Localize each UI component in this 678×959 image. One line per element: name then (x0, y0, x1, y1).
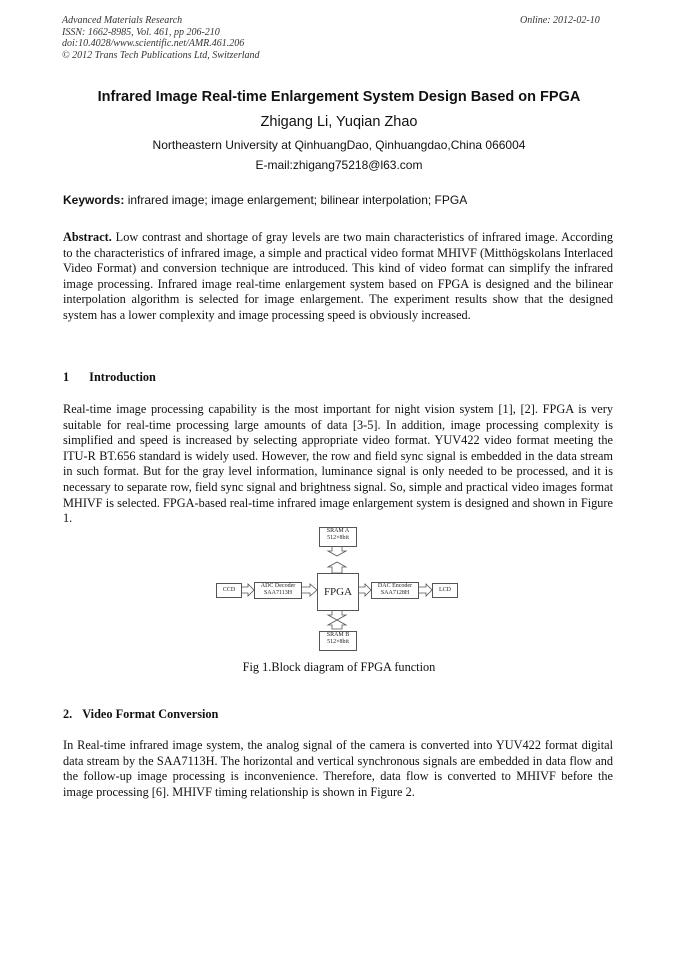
dac-label: DAC Encoder (377, 583, 413, 589)
paper-affiliation: Northeastern University at QinhuangDao, Qinhuangdao,China 066004 (152, 138, 526, 152)
section2-heading (63, 707, 218, 722)
keywords-label: Keywords: (63, 193, 125, 207)
dac-encoder-block (371, 582, 419, 599)
section2-text: In Real-time infrared image system, the analog signal of the camera is converted into YUV422 format digital data stream by the SAA7113H. The horizontal and vertical synchronous signals are embedded in data flow and the follow-up image processing is inconvenience. Therefore, data flow is converted to MHIVF before the image processing [6]. MHIVF timing relationship is shown in Figure 2. (63, 738, 613, 799)
sram-a-size: 512×8bit (327, 535, 349, 541)
journal-name: Advanced Materials Research (62, 15, 183, 26)
copyright-line: © 2012 Trans Tech Publications Ltd, Switzerland (62, 49, 260, 61)
abstract-text: Low contrast and shortage of gray levels are two main characteristics of infrared image. According to the characteristics of infrared image, a simple and practical video format MHIVF (Mitthögskolans Interlaced Video Format) and conversion technique are introduced. This kind of video format can simplify the infrared image processing. Infrared image real-time enlargement system based on FPGA is designed and the bilinear interpolation algorithm is selected for image enlargement. The experiment results show that the designed system has a lower complexity and image processing speed is obviously increased. (63, 230, 613, 322)
doi-line: doi:10.4028/www.scientific.net/AMR.461.206 (62, 38, 245, 49)
figure1-diagram (200, 525, 480, 657)
figure1-caption: Fig 1.Block diagram of FPGA function (242, 660, 436, 674)
dac-chip: SAA7128H (380, 590, 410, 596)
adc-decoder-block (254, 582, 302, 599)
paper-email: E-mail:zhigang75218@l63.com (255, 158, 423, 172)
section1-text: Real-time image processing capability is the most important for night vision system [1], [2]. FPGA is very suitable for real-time processing large amounts of data [3-5]. In addition, image processing complexity is simplified and speed is increased by selecting appropriate video format. YUV422 video format meeting the ITU-R BT.656 standard is widely used. However, the row and field sync signal is embedded in the data stream in such format. But for the gray level information, luminance signal is only needed to be processed, and it is necessary to separate row, field sync signal and brightness signal. So, simple and practical video images format MHIVF is selected. FPGA-based real-time infrared image enlargement system is designed and shown in Figure 1. (63, 402, 613, 526)
paper-title: Infrared Image Real-time Enlargement System Design Based on FPGA (97, 89, 581, 105)
paper-authors: Zhigang Li, Yuqian Zhao (260, 114, 418, 130)
section1-title: Introduction (89, 370, 156, 384)
section1-heading (63, 370, 156, 385)
sram-b-label: SRAM B (326, 632, 350, 638)
sram-b-size: 512×8bit (327, 639, 349, 645)
lcd-block: LCD (432, 583, 458, 598)
online-date: Online: 2012-02-10 (520, 15, 600, 26)
ccd-block: CCD (216, 583, 242, 598)
fpga-block: FPGA (317, 573, 359, 611)
sram-b-block (319, 631, 357, 651)
section1-number: 1 (63, 370, 70, 384)
section2-number: 2. (63, 707, 73, 721)
journal-header (62, 15, 260, 61)
adc-label: ADC Decoder (260, 583, 296, 589)
section2-title: Video Format Conversion (82, 707, 219, 721)
keywords-text: infrared image; image enlargement; bilinear interpolation; FPGA (124, 193, 468, 207)
sram-a-block (319, 527, 357, 547)
issn-line: ISSN: 1662-8985, Vol. 461, pp 206-210 (62, 26, 220, 38)
abstract (63, 230, 613, 324)
sram-a-label: SRAM A (326, 528, 350, 534)
abstract-label: Abstract. (63, 230, 112, 244)
keywords (63, 193, 467, 207)
adc-chip: SAA7113H (263, 590, 293, 596)
